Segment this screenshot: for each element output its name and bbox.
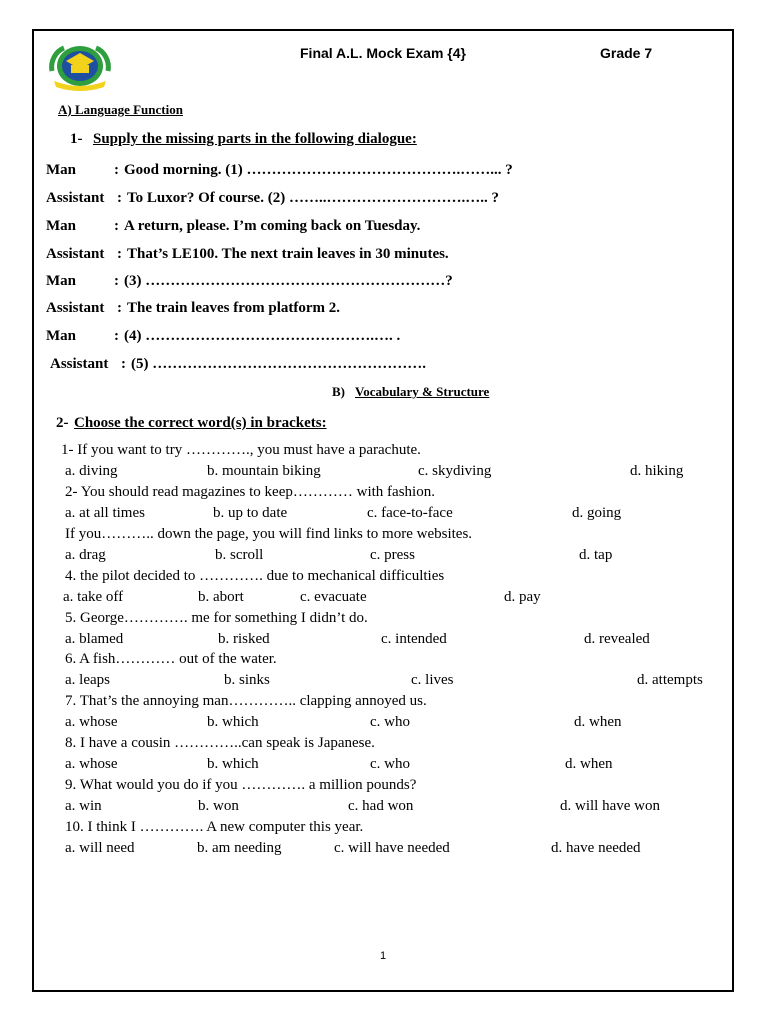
question-1-instruction: Supply the missing parts in the following dialogue: — [93, 131, 417, 147]
question-stem: 9. What would you do if you …………. a million pounds? — [65, 777, 417, 793]
dialogue-speaker: Assistant — [46, 300, 105, 316]
dialogue-separator: : — [114, 162, 119, 178]
question-stem: 2- You should read magazines to keep………… with fashion. — [65, 484, 435, 500]
question-stem: 6. A fish………… out of the water. — [65, 651, 277, 667]
dialogue-speaker: Man — [46, 328, 76, 344]
dialogue-speaker: Assistant — [46, 246, 105, 262]
answer-option: c. will have needed — [334, 840, 450, 856]
dialogue-speaker: Man — [46, 162, 76, 178]
dialogue-line: The train leaves from platform 2. — [127, 300, 341, 316]
section-b-heading: Vocabulary & Structure — [355, 384, 490, 399]
question-stem: 10. I think I …………. A new computer this year. — [65, 819, 364, 835]
section-a-heading: A) Language Function — [58, 102, 183, 117]
answer-option: d. tap — [579, 547, 613, 563]
answer-option: a. drag — [65, 547, 106, 563]
question-2-number: 2- — [56, 415, 69, 431]
question-stem: 1- If you want to try …………., you must have a parachute. — [61, 442, 421, 458]
answer-option: d. attempts — [637, 672, 703, 688]
answer-option: b. abort — [198, 589, 244, 605]
dialogue-separator: : — [121, 356, 126, 372]
section-b-label: B) — [332, 384, 345, 399]
dialogue-speaker: Assistant — [46, 190, 105, 206]
answer-option: b. up to date — [213, 505, 288, 521]
question-2-instruction: Choose the correct word(s) in brackets: — [74, 415, 327, 431]
answer-option: d. have needed — [551, 840, 641, 856]
answer-option: b. which — [207, 756, 259, 772]
dialogue-separator: : — [117, 190, 122, 206]
answer-option: c. face-to-face — [367, 505, 453, 521]
answer-option: d. hiking — [630, 463, 684, 479]
exam-title: Final A.L. Mock Exam {4} — [300, 45, 466, 61]
answer-option: a. at all times — [65, 505, 145, 521]
answer-option: a. win — [65, 798, 102, 814]
answer-option: a. leaps — [65, 672, 110, 688]
answer-option: c. who — [370, 756, 410, 772]
answer-option: d. revealed — [584, 631, 650, 647]
answer-option: d. pay — [504, 589, 541, 605]
answer-option: d. when — [574, 714, 622, 730]
school-logo — [44, 41, 116, 93]
dialogue-speaker: Man — [46, 218, 76, 234]
answer-option: c. evacuate — [300, 589, 367, 605]
dialogue-separator: : — [114, 328, 119, 344]
answer-option: c. press — [370, 547, 415, 563]
dialogue-line: Good morning. (1) …………………………………….……... ? — [124, 162, 513, 178]
dialogue-line: (4) ……………………………………….…. . — [124, 328, 401, 344]
answer-option: a. whose — [65, 714, 118, 730]
grade-label: Grade 7 — [600, 45, 653, 61]
dialogue-speaker: Man — [46, 273, 76, 289]
page-number: 1 — [380, 950, 387, 962]
dialogue-line: That’s LE100. The next train leaves in 30 minutes. — [127, 246, 449, 262]
question-stem: 8. I have a cousin …………..can speak is Japanese. — [65, 735, 375, 751]
question-stem: 5. George…………. me for something I didn’t do. — [65, 610, 368, 626]
answer-option: c. intended — [381, 631, 447, 647]
question-1-number: 1- — [70, 131, 83, 147]
answer-option: a. whose — [65, 756, 118, 772]
dialogue-speaker: Assistant — [50, 356, 109, 372]
answer-option: c. lives — [411, 672, 454, 688]
answer-option: b. mountain biking — [207, 463, 321, 479]
answer-option: c. skydiving — [418, 463, 492, 479]
answer-option: d. going — [572, 505, 622, 521]
answer-option: b. scroll — [215, 547, 264, 563]
answer-option: b. sinks — [224, 672, 270, 688]
question-stem: If you……….. down the page, you will find links to more websites. — [65, 526, 473, 542]
question-stem: 4. the pilot decided to …………. due to mechanical difficulties — [65, 568, 445, 584]
dialogue-separator: : — [117, 300, 122, 316]
dialogue-line: A return, please. I’m coming back on Tuesday. — [124, 218, 421, 234]
answer-option: a. blamed — [65, 631, 124, 647]
dialogue-line: (3) ……………………………………………………? — [124, 273, 453, 289]
answer-option: c. had won — [348, 798, 414, 814]
dialogue-separator: : — [114, 273, 119, 289]
dialogue-separator: : — [117, 246, 122, 262]
dialogue-separator: : — [114, 218, 119, 234]
dialogue-line: To Luxor? Of course. (2) ……..……………………….….. ? — [127, 190, 499, 206]
dialogue-line: (5) ………………………………………………. — [131, 356, 426, 372]
answer-option: b. risked — [218, 631, 270, 647]
answer-option: c. who — [370, 714, 410, 730]
question-stem: 7. That’s the annoying man………….. clapping annoyed us. — [65, 693, 427, 709]
answer-option: b. am needing — [197, 840, 282, 856]
answer-option: b. which — [207, 714, 259, 730]
answer-option: a. will need — [65, 840, 135, 856]
answer-option: a. take off — [63, 589, 124, 605]
answer-option: d. will have won — [560, 798, 660, 814]
answer-option: d. when — [565, 756, 613, 772]
answer-option: b. won — [198, 798, 239, 814]
answer-option: a. diving — [65, 463, 118, 479]
